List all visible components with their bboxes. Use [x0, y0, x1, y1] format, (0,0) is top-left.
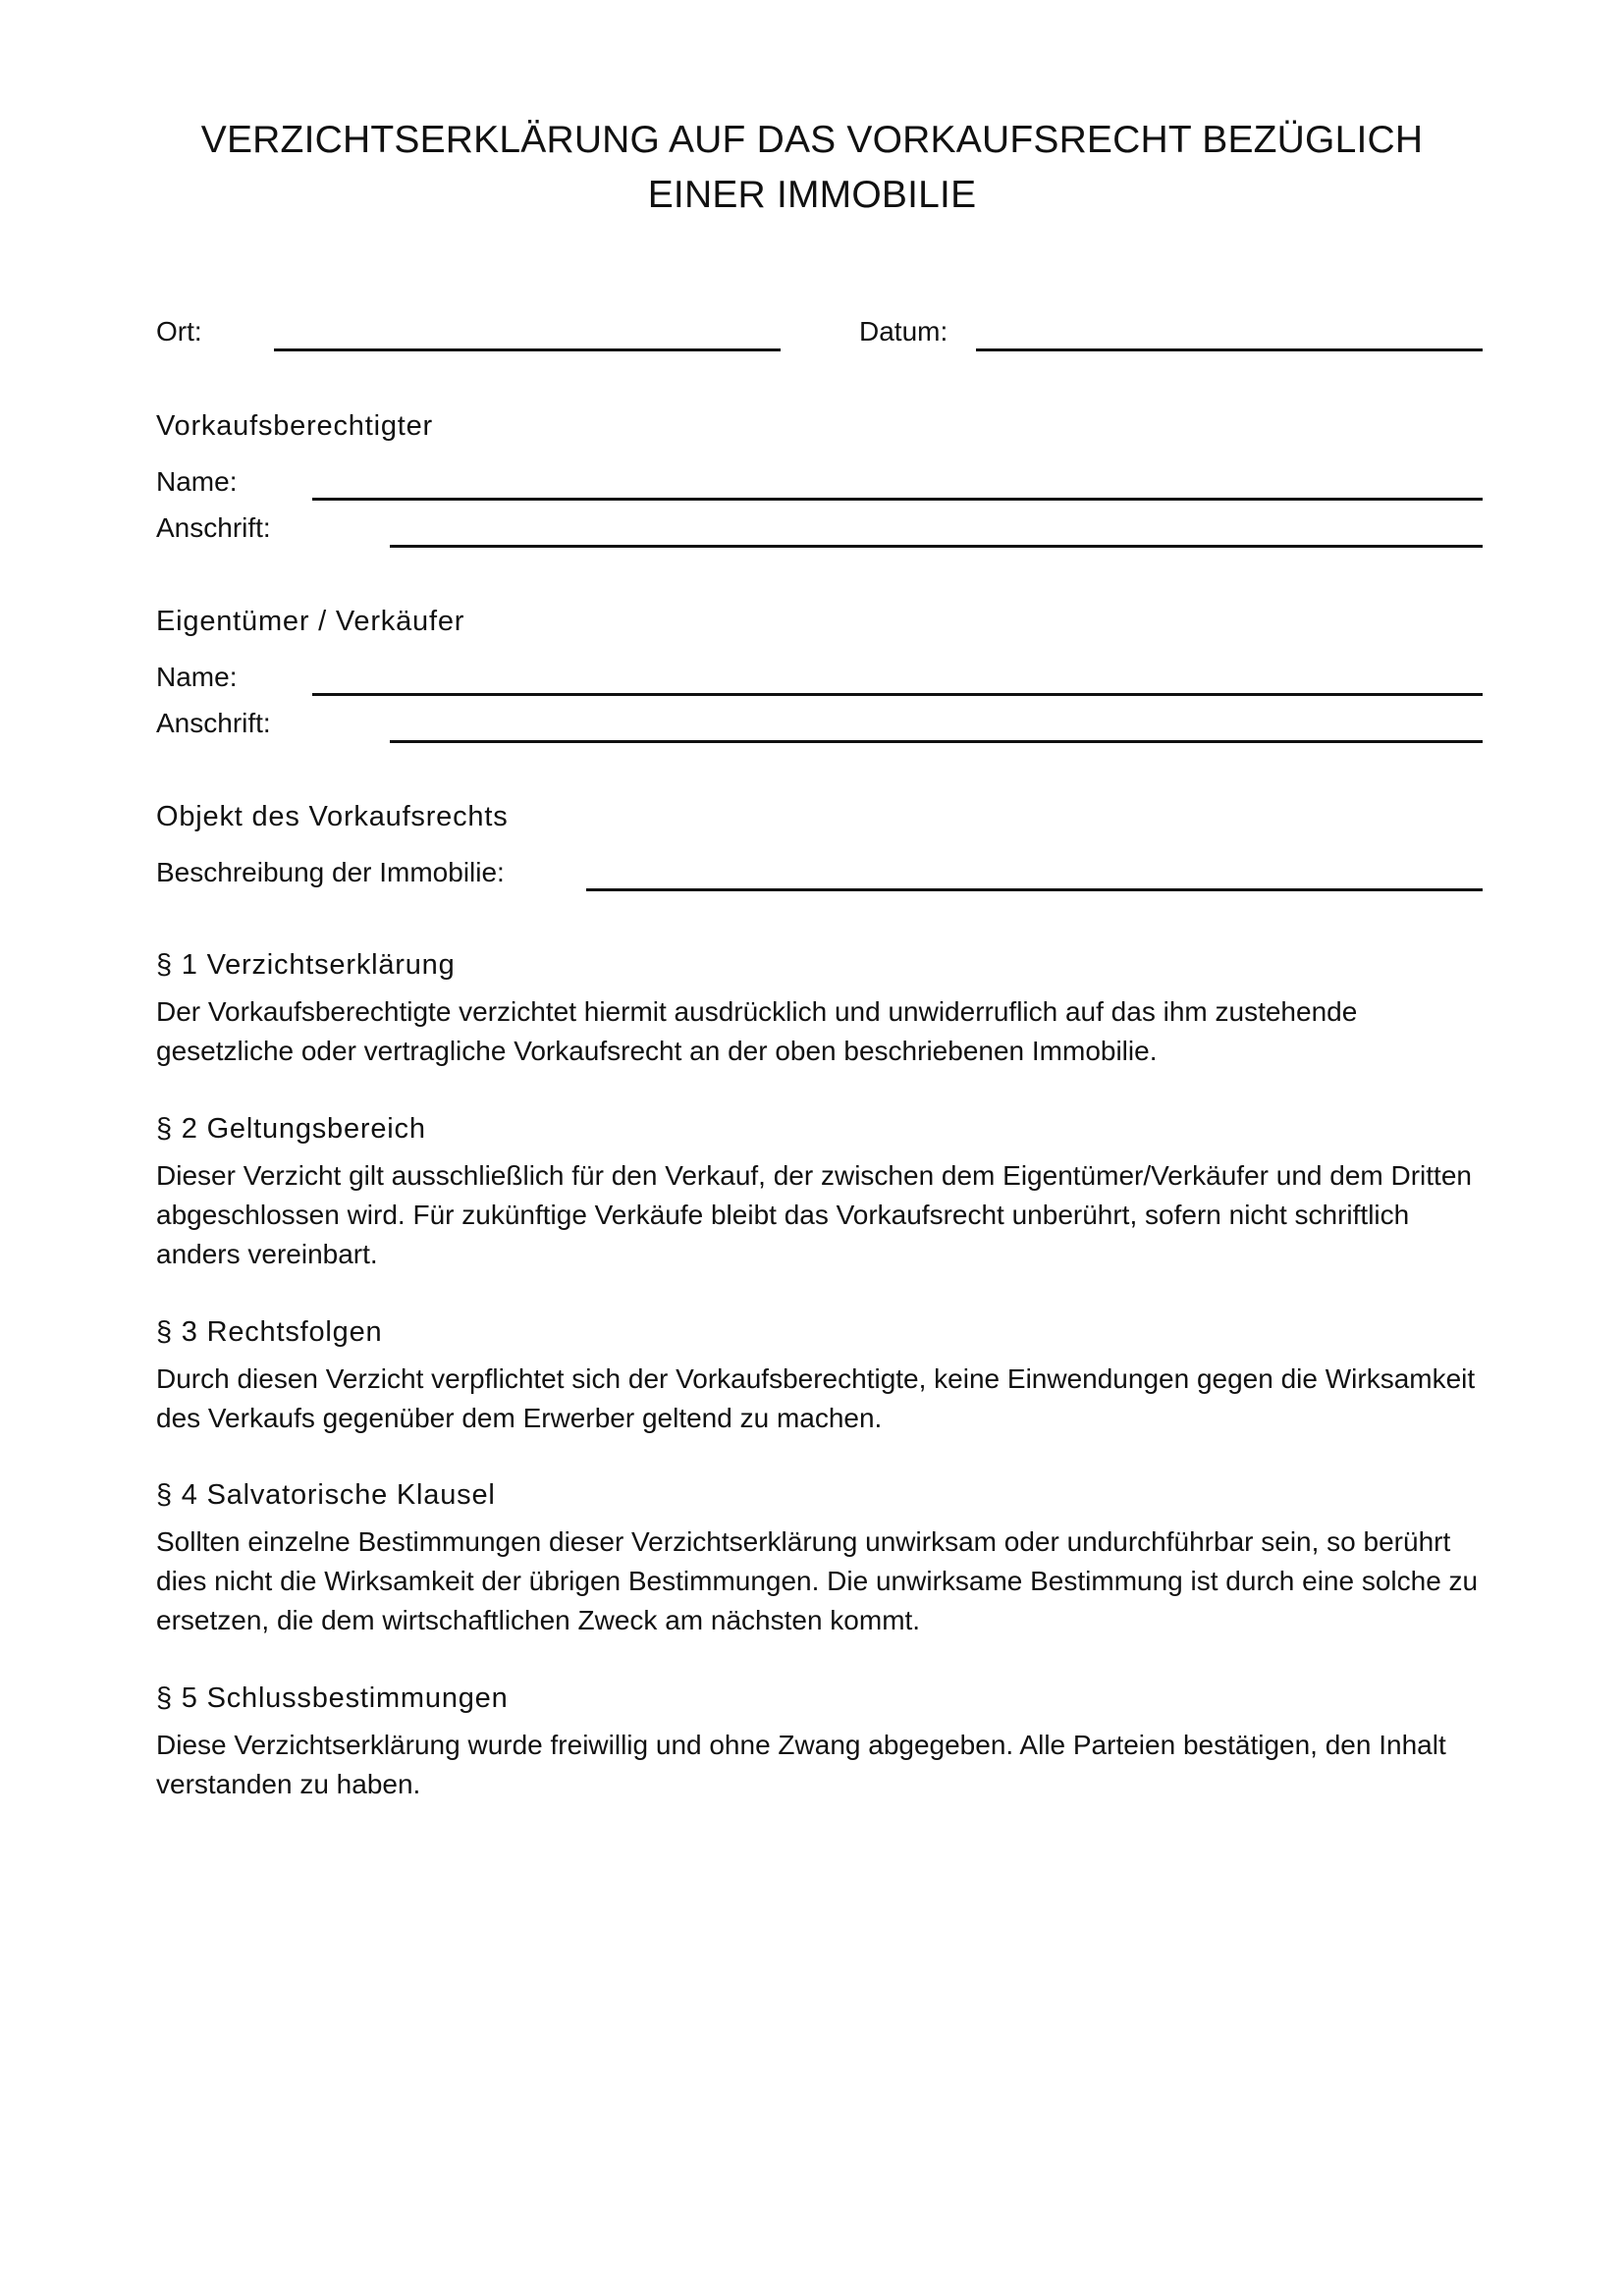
eigentuemer-anschrift-line[interactable] [390, 740, 1483, 743]
objekt-heading: Objekt des Vorkaufsrechts [156, 801, 509, 832]
section-4-text: Sollten einzelne Bestimmungen dieser Verzichtserklärung unwirksam oder undurchführbar sein, so berührt dies nicht die Wirksamkeit der übrigen Bestimmungen. Die unwirksame Bestimmung ist durch eine solche zu ersetzen, die dem wirtschaftlichen Zweck am nächsten kommt. [156, 1526, 1479, 1635]
section-5-heading: § 5 Schlussbestimmungen [156, 1682, 509, 1714]
eigentuemer-name-line[interactable] [312, 693, 1483, 696]
vorkaufsberechtigter-name-line[interactable] [312, 498, 1483, 501]
section-2-text: Dieser Verzicht gilt ausschließlich für den Verkauf, der zwischen dem Eigentümer/Verkäufer und dem Dritten abgeschlossen wird. Für zukünftige Verkäufe bleibt das Vorkaufsrecht unberührt, sofern nicht schriftlich anders vereinbart. [156, 1160, 1472, 1269]
document-title-line-1: VERZICHTSERKLÄRUNG AUF DAS VORKAUFSRECHT BEZÜGLICH [200, 119, 1424, 161]
section-1-heading: § 1 Verzichtserklärung [156, 949, 456, 981]
section-2-heading: § 2 Geltungsbereich [156, 1113, 426, 1145]
section-5-text: Diese Verzichtserklärung wurde freiwillig und ohne Zwang abgegeben. Alle Parteien bestätigen, den Inhalt verstanden zu haben. [156, 1730, 1446, 1799]
vorkaufsberechtigter-anschrift-line[interactable] [390, 545, 1483, 548]
eigentuemer-name-label: Name: [156, 662, 238, 692]
vorkaufsberechtigter-name-label: Name: [156, 466, 238, 497]
eigentuemer-anschrift-label: Anschrift: [156, 708, 271, 738]
document-title-line-2: EINER IMMOBILIE [647, 174, 977, 216]
section-4-heading: § 4 Salvatorische Klausel [156, 1479, 496, 1511]
section-3-text: Durch diesen Verzicht verpflichtet sich der Vorkaufsberechtigte, keine Einwendungen gegen die Wirksamkeit des Verkaufs gegenüber dem Erwerber geltend zu machen. [156, 1363, 1476, 1433]
vorkaufsberechtigter-heading: Vorkaufsberechtigter [156, 410, 433, 442]
datum-label: Datum: [859, 316, 948, 347]
eigentuemer-heading: Eigentümer / Verkäufer [156, 606, 465, 637]
document-title [157, 113, 1467, 223]
ort-field-line[interactable] [274, 348, 781, 351]
section-1-text: Der Vorkaufsberechtigte verzichtet hiermit ausdrücklich und unwiderruflich auf das ihm zustehende gesetzliche oder vertragliche Vorkaufsrecht an der oben beschriebenen Immobilie. [156, 996, 1358, 1066]
section-3-heading: § 3 Rechtsfolgen [156, 1316, 383, 1348]
datum-field-line[interactable] [976, 348, 1483, 351]
ort-label: Ort: [156, 316, 202, 347]
beschreibung-line[interactable] [586, 888, 1483, 891]
vorkaufsberechtigter-anschrift-label: Anschrift: [156, 512, 271, 543]
beschreibung-label: Beschreibung der Immobilie: [156, 857, 505, 887]
